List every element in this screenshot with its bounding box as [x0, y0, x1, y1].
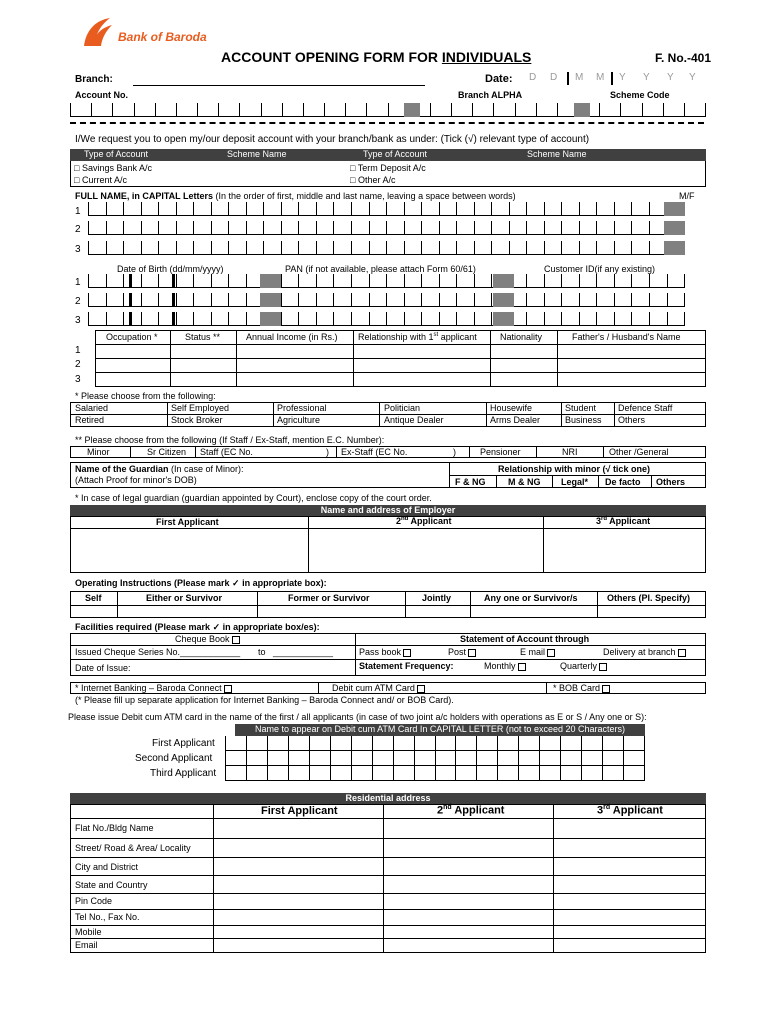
- op-either[interactable]: Either or Survivor: [146, 593, 223, 603]
- father-husband-header: Father's / Husband's Name: [572, 332, 681, 342]
- debit-second: Second Applicant: [135, 753, 213, 764]
- dob-row-1[interactable]: [88, 274, 685, 288]
- dob-row-2[interactable]: [88, 293, 685, 307]
- relationship-header: Relationship with 1st applicant: [358, 332, 477, 342]
- debit-name-row-1[interactable]: [225, 736, 645, 751]
- separator: [70, 122, 704, 124]
- date-d2: D: [550, 72, 558, 83]
- debit-name-row-3[interactable]: [225, 766, 645, 781]
- date-of-issue[interactable]: Date of Issue:: [75, 663, 131, 673]
- debit-intro: Please issue Debit cum ATM card in the name of the first / all applicants (in case of two joint a/c holders with operations as E or S / Any one or S):: [68, 712, 647, 722]
- email-statement[interactable]: E mail: [520, 647, 555, 657]
- res-first: First Applicant: [261, 805, 338, 817]
- employer-second: 2nd Applicant: [396, 516, 452, 526]
- occupation-header: Occupation *: [106, 332, 158, 342]
- dob-row-3[interactable]: [88, 312, 685, 326]
- date-d1: D: [529, 72, 537, 83]
- op-jointly[interactable]: Jointly: [422, 593, 452, 603]
- pan-label: PAN (if not available, please attach Form 60/61): [285, 264, 476, 274]
- date-field[interactable]: [527, 72, 697, 86]
- res-email: Email: [75, 940, 98, 950]
- form-title-prefix: ACCOUNT OPENING FORM FOR: [221, 49, 438, 65]
- request-text: I/We request you to open my/our deposit account with your branch/bank as under: (Tick (√) relevant type of account): [75, 134, 590, 145]
- res-mobile: Mobile: [75, 927, 102, 937]
- cheque-book[interactable]: Cheque Book: [175, 634, 240, 644]
- guardian-opt-legal[interactable]: Legal*: [561, 477, 589, 487]
- account-no-label: Account No.: [75, 90, 128, 100]
- status-choices-intro: ** Please choose from the following (If Staff / Ex-Staff, mention E.C. Number):: [75, 435, 385, 445]
- issued-series[interactable]: Issued Cheque Series No.____________: [75, 647, 241, 657]
- guardian-name-label: Name of the Guardian (In case of Minor):: [75, 464, 244, 474]
- savings-option[interactable]: □ Savings Bank A/c: [74, 163, 152, 173]
- res-third: 3rd Applicant: [597, 804, 663, 817]
- res-flat: Flat No./Bldg Name: [75, 823, 154, 833]
- res-second: 2nd Applicant: [437, 804, 505, 817]
- date-m1: M: [575, 72, 584, 83]
- form-title-emph: INDIVIDUALS: [441, 49, 532, 65]
- dob-label: Date of Birth (dd/mm/yyyy): [117, 264, 224, 274]
- date-m2: M: [596, 72, 605, 83]
- pass-book[interactable]: Pass book: [359, 647, 411, 657]
- op-former[interactable]: Former or Survivor: [288, 593, 370, 603]
- date-y4: Y: [689, 72, 696, 83]
- series-to: to: [258, 647, 266, 657]
- occupation-choices-intro: * Please choose from the following:: [75, 391, 216, 401]
- guardian-opt-defacto[interactable]: De facto: [605, 477, 641, 487]
- statement-frequency: Statement Frequency:: [359, 661, 454, 671]
- guardian-opt-mng[interactable]: M & NG: [508, 477, 541, 487]
- branch-line[interactable]: [133, 85, 425, 86]
- facilities-note: (* Please fill up separate application for Internet Banking – Baroda Connect and/ or BOB Card).: [75, 695, 454, 705]
- debit-name-row-2[interactable]: [225, 751, 645, 766]
- employer-third: 3rd Applicant: [596, 516, 651, 526]
- date-y2: Y: [643, 72, 650, 83]
- debit-header: Name to appear on Debit cum ATM Card In CAPITAL LETTER (not to exceed 20 Characters): [235, 724, 645, 736]
- name-row-3[interactable]: [88, 241, 685, 255]
- branch-alpha-label: Branch ALPHA: [458, 90, 523, 100]
- date-y1: Y: [619, 72, 626, 83]
- mf-label: M/F: [679, 191, 695, 201]
- debit-card[interactable]: Debit cum ATM Card: [332, 683, 425, 693]
- debit-third: Third Applicant: [150, 768, 217, 779]
- current-option[interactable]: □ Current A/c: [74, 175, 127, 185]
- guardian-note: * In case of legal guardian (guardian appointed by Court), enclose copy of the court order.: [75, 493, 432, 503]
- guardian-opt-others[interactable]: Others: [656, 477, 686, 487]
- res-pin: Pin Code: [75, 896, 113, 906]
- op-others[interactable]: Others (Pl. Specify): [607, 593, 691, 603]
- residential-box: [70, 804, 706, 953]
- form-number: F. No.-401: [655, 51, 712, 65]
- name-row-2[interactable]: [88, 221, 685, 235]
- op-self[interactable]: Self: [85, 593, 102, 603]
- relationship-minor-label: Relationship with minor (√ tick one): [498, 464, 650, 474]
- residential-header: Residential address: [70, 793, 706, 804]
- series-to-line[interactable]: ____________: [273, 647, 334, 657]
- op-anyone[interactable]: Any one or Survivor/s: [484, 593, 578, 603]
- other-option[interactable]: □ Other A/c: [350, 175, 396, 185]
- account-type-header: Type of Account Scheme Name Type of Account Scheme Name: [70, 149, 706, 161]
- delivery-branch[interactable]: Delivery at branch: [603, 647, 686, 657]
- debit-first: First Applicant: [152, 738, 215, 749]
- res-street: Street/ Road & Area/ Locality: [75, 843, 191, 853]
- full-name-label: FULL NAME, in CAPITAL Letters (In the order of first, middle and last name, leaving a space between words): [75, 191, 516, 201]
- bank-name: Bank of Baroda: [118, 30, 207, 44]
- employer-first: First Applicant: [156, 517, 219, 527]
- monthly[interactable]: Monthly: [484, 661, 526, 671]
- bank-of-baroda-logo-icon: [80, 16, 114, 48]
- account-number-grid[interactable]: [70, 103, 706, 117]
- operating-title: Operating Instructions (Please mark ✓ in appropriate box):: [75, 578, 327, 588]
- income-header: Annual Income (in Rs.): [246, 332, 338, 342]
- bank-logo: [80, 16, 114, 48]
- nationality-header: Nationality: [500, 332, 543, 342]
- quarterly[interactable]: Quarterly: [560, 661, 607, 671]
- form-title: [221, 49, 531, 65]
- term-deposit-option[interactable]: □ Term Deposit A/c: [350, 163, 426, 173]
- scheme-code-label: Scheme Code: [610, 90, 670, 100]
- name-row-1[interactable]: [88, 202, 685, 216]
- post[interactable]: Post: [448, 647, 476, 657]
- date-label: Date:: [485, 73, 513, 85]
- facilities-title: Facilities required (Please mark ✓ in appropriate box/es):: [75, 622, 320, 632]
- guardian-opt-fng[interactable]: F & NG: [455, 477, 486, 487]
- bob-card[interactable]: * BOB Card: [553, 683, 610, 693]
- date-y3: Y: [667, 72, 674, 83]
- customer-id-label: Customer ID(if any existing): [544, 264, 656, 274]
- internet-banking[interactable]: * Internet Banking – Baroda Connect: [75, 683, 232, 693]
- status-header: Status **: [185, 332, 221, 342]
- statement-title: Statement of Account through: [460, 634, 590, 644]
- employer-header: Name and address of Employer: [70, 505, 706, 516]
- res-tel: Tel No., Fax No.: [75, 912, 140, 922]
- res-city: City and District: [75, 862, 139, 872]
- res-state: State and Country: [75, 880, 148, 890]
- branch-label: Branch:: [75, 74, 113, 85]
- guardian-attach: (Attach Proof for minor's DOB): [75, 475, 197, 485]
